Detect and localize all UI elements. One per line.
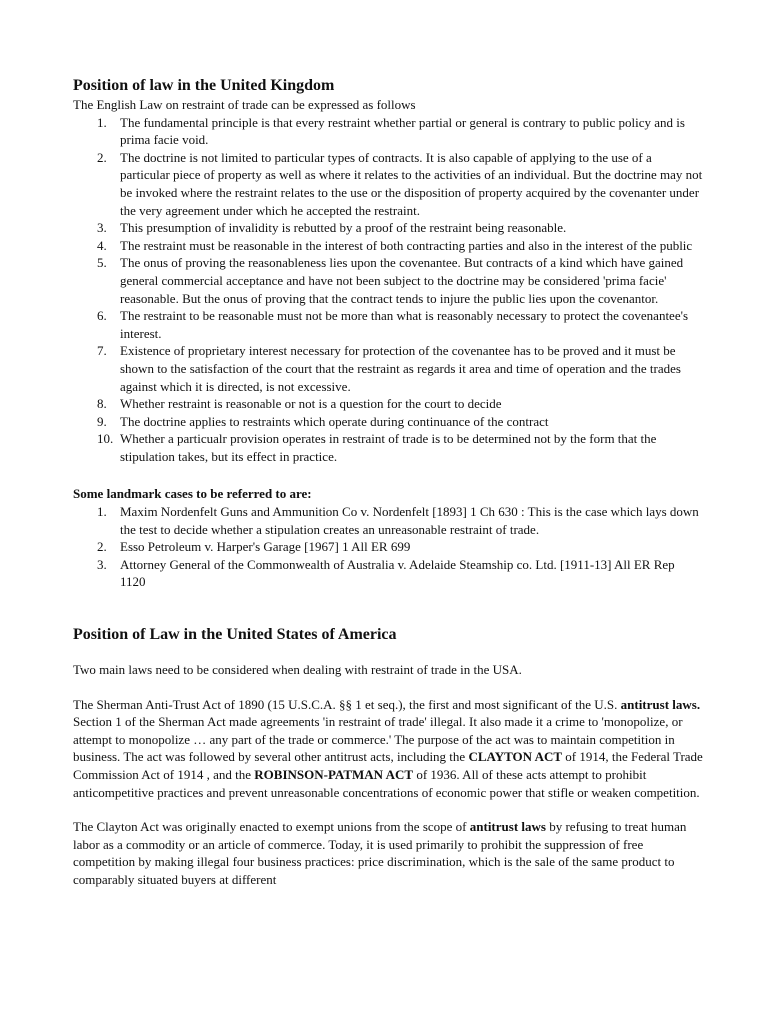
list-item: [73, 413, 703, 431]
sherman-text-1: The Sherman Anti-Trust Act of 1890 (15 U.S.C.A. §§ 1 et seq.), the first and most significant of the U.S.: [73, 696, 621, 712]
list-item: [73, 538, 703, 556]
clayton-act-paragraph: [73, 818, 703, 888]
list-item-text: The doctrine is not limited to particular types of contracts. It is also capable of applying to the use of a particular piece of property as well as where it relates to the activities of an individual. But the doctrine may not be invoked where the restraint relates to the use or the disposition of property acquired by the covenanter under the very agreement under which he accepted the restraint.: [120, 149, 703, 218]
list-item-text: The onus of proving the reasonableness lies upon the covenantee. But contracts of a kind which have gained general commercial acceptance and have not been subject to the doctrine may be considered 'prima facie' reasonable. But the onus of proving that the contract tends to injure the public lies upon the covenantor.: [120, 255, 684, 306]
list-item-number: 3.: [97, 220, 107, 236]
list-item: [73, 254, 703, 307]
list-item-number: 2.: [97, 539, 107, 555]
list-item-number: 2.: [97, 149, 107, 165]
uk-heading: Position of law in the United Kingdom: [73, 77, 335, 94]
list-item-text: The doctrine applies to restraints which operate during continuance of the contract: [120, 413, 549, 429]
list-item: [73, 342, 703, 395]
list-item-text: The restraint must be reasonable in the interest of both contracting parties and also in the interest of the public: [120, 237, 693, 253]
list-item-number: 1.: [97, 504, 107, 520]
list-item-text: The fundamental principle is that every restraint whether partial or general is contrary to public policy and is prima facie void.: [120, 114, 685, 148]
list-item-number: 8.: [97, 396, 107, 412]
cases-list: [73, 503, 703, 591]
cases-heading: Some landmark cases to be referred to are:: [73, 486, 312, 502]
list-item-text: Existence of proprietary interest necessary for protection of the covenantee has to be proved and it must be shown to the satisfaction of the court that the restraint as regards it area and time of operation and the trades against which it is directed, is not excessive.: [120, 343, 681, 394]
list-item: [73, 556, 703, 591]
list-item-number: 7.: [97, 343, 107, 359]
list-item-text: Esso Petroleum v. Harper's Garage [1967] 1 All ER 699: [120, 539, 411, 555]
list-item-text: Whether restraint is reasonable or not is a question for the court to decide: [120, 396, 502, 412]
clayton-act-bold: CLAYTON ACT: [468, 749, 563, 765]
antitrust-laws-bold-2: antitrust laws: [469, 819, 546, 835]
list-item-number: 4.: [97, 237, 107, 253]
document-body: [73, 0, 703, 889]
list-item-text: This presumption of invalidity is rebutted by a proof of the restraint being reasonable.: [120, 220, 567, 236]
list-item: [73, 114, 703, 149]
sherman-act-paragraph: [73, 696, 703, 802]
antitrust-laws-bold: antitrust laws.: [620, 696, 701, 712]
clayton-text-1: The Clayton Act was originally enacted to exempt unions from the scope of: [73, 819, 470, 835]
uk-principles-list: [73, 114, 703, 466]
list-item: [73, 219, 703, 237]
list-item-number: 6.: [97, 308, 107, 324]
list-item-text: The restraint to be reasonable must not be more than what is reasonably necessary to protect the covenantee's interest.: [120, 308, 689, 341]
uk-intro: The English Law on restraint of trade can be expressed as follows: [73, 97, 416, 112]
list-item: [73, 430, 703, 465]
list-item: [73, 503, 703, 538]
usa-intro-paragraph: Two main laws need to be considered when dealing with restraint of trade in the USA.: [73, 662, 522, 678]
list-item: [73, 395, 703, 413]
list-item-text: Whether a particualr provision operates in restraint of trade is to be determined not by the form that the stipulation takes, but its effect in practice.: [120, 431, 657, 464]
list-item-number: 5.: [97, 255, 107, 271]
list-item-number: 1.: [97, 114, 107, 130]
list-item: [73, 237, 703, 255]
sherman-text-2: Section 1 of the Sherman Act made agreements 'in restraint of trade' illegal. It also made it a crime to 'monopolize, or attempt to monopolize … any part of the trade or commerce.' The purpose of the act was to maintain competition in business. The act was followed by several other antitrust acts, including the: [73, 714, 683, 765]
robinson-patman-act-bold: ROBINSON-PATMAN ACT: [254, 767, 414, 782]
list-item-text: Attorney General of the Commonwealth of Australia v. Adelaide Steamship co. Ltd. [1911-13] All ER Rep 1120: [120, 556, 675, 590]
usa-heading: Position of Law in the United States of America: [73, 626, 397, 644]
list-item-number: 3.: [97, 556, 107, 572]
sherman-text-3: of 1914, the Federal Trade Commission Act of 1914 , and the: [73, 749, 703, 782]
list-item: [73, 307, 703, 342]
list-item-number: 9.: [97, 413, 107, 429]
list-item-number: 10.: [97, 431, 114, 447]
clayton-text-2: by refusing to treat human labor as a commodity or an article of commerce. Today, it is used primarily to prohibit the suppression of free competition by making illegal four business practices: price discrimination, which is the sale of the same product to comparably situated buyers at different: [73, 819, 687, 887]
list-item-text: Maxim Nordenfelt Guns and Ammunition Co v. Nordenfelt [1893] 1 Ch 630 : This is the case which lays down the test to decide whether a stipulation creates an unreasonable restraint of trade.: [120, 504, 699, 537]
list-item: [73, 149, 703, 219]
sherman-text-4: of 1936. All of these acts attempt to prohibit anticompetitive practices and prevent unreasonable concentrations of economic power that stifle or weaken competition.: [73, 767, 700, 800]
